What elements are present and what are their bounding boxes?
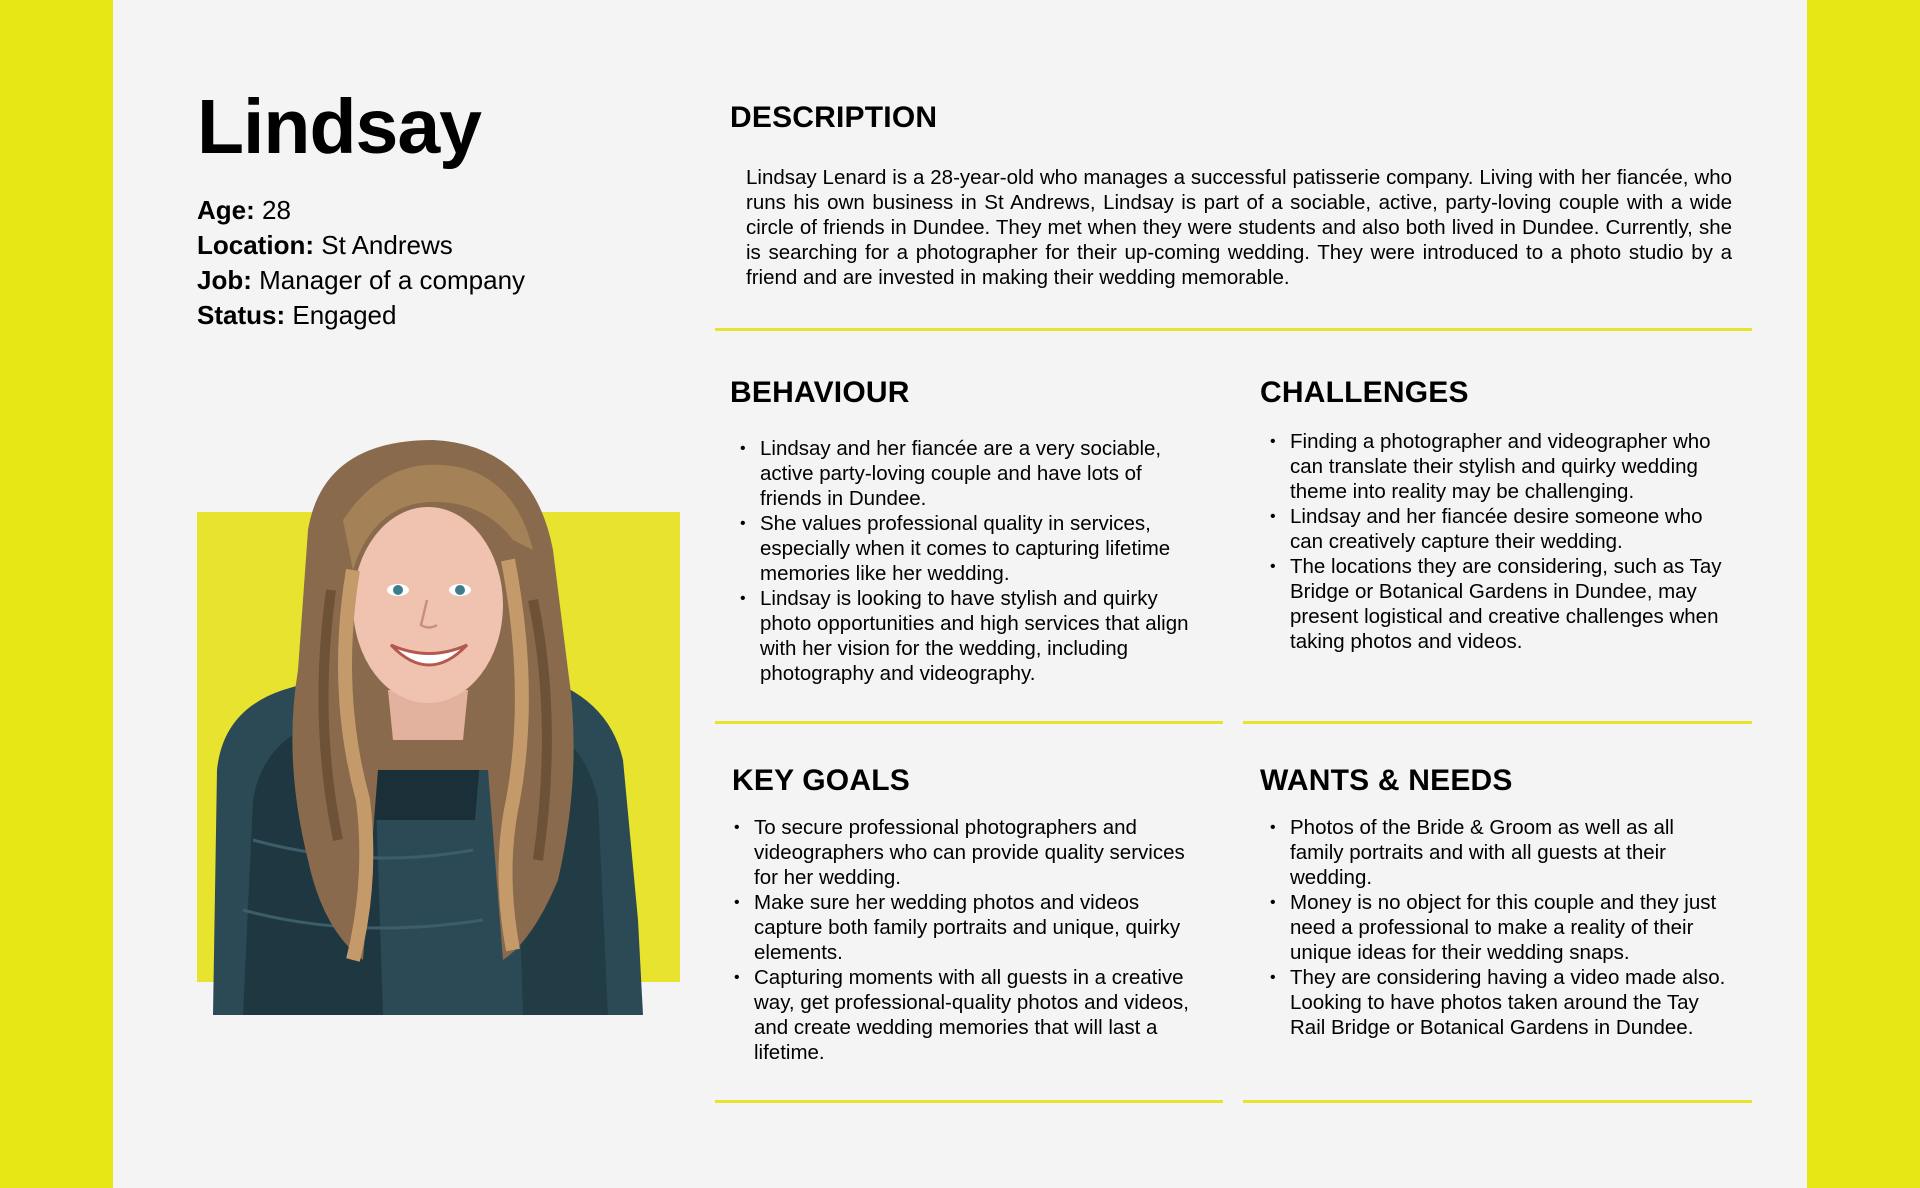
key-goals-list xyxy=(732,815,1212,1065)
persona-card xyxy=(113,0,1807,1188)
fact-job: Job: Manager of a company xyxy=(197,265,526,295)
divider-challenges xyxy=(1243,721,1752,724)
list-item: • She values professional quality in services, especially when it comes to capturing lifetime memories like her wedding. xyxy=(738,511,1208,586)
behaviour-section xyxy=(730,375,1230,695)
wants-needs-title: WANTS & NEEDS xyxy=(1260,764,1513,797)
challenges-list xyxy=(1268,429,1738,654)
description-section xyxy=(730,100,1765,289)
description-title: DESCRIPTION xyxy=(730,101,938,134)
divider-description xyxy=(715,328,1752,331)
persona-name: Lindsay xyxy=(197,84,481,170)
list-item: • Lindsay and her fiancée desire someone who can creatively capture their wedding. xyxy=(1268,504,1738,554)
behaviour-list xyxy=(738,436,1208,686)
list-item: • Make sure her wedding photos and videos capture both family portraits and unique, quirky elements. xyxy=(732,890,1212,965)
challenges-section xyxy=(1260,375,1760,695)
challenges-title: CHALLENGES xyxy=(1260,376,1469,409)
wants-needs-section xyxy=(1260,763,1760,1083)
wants-needs-list xyxy=(1268,815,1728,1040)
persona-photo xyxy=(213,440,653,1015)
list-item: • They are considering having a video made also. Looking to have photos taken around the Tay Rail Bridge or Botanical Gardens in Dundee. xyxy=(1268,965,1728,1040)
fact-age: Age: 28 xyxy=(197,195,291,225)
list-item: • Capturing moments with all guests in a creative way, get professional-quality photos and videos, and create wedding memories that will last a lifetime. xyxy=(732,965,1212,1065)
list-item: • Lindsay is looking to have stylish and quirky photo opportunities and high services that align with her vision for the wedding, including photography and videography. xyxy=(738,586,1208,686)
behaviour-title: BEHAVIOUR xyxy=(730,376,910,409)
list-item: • The locations they are considering, such as Tay Bridge or Botanical Gardens in Dundee, may present logistical and creative challenges when taking photos and videos. xyxy=(1268,554,1738,654)
list-item: • Money is no object for this couple and they just need a professional to make a reality of their unique ideas for their wedding snaps. xyxy=(1268,890,1728,965)
list-item: • Finding a photographer and videographer who can translate their stylish and quirky wedding theme into reality may be challenging. xyxy=(1268,429,1738,504)
list-item: • To secure professional photographers and videographers who can provide quality services for her wedding. xyxy=(732,815,1212,890)
divider-key-goals xyxy=(715,1100,1223,1103)
key-goals-title: KEY GOALS xyxy=(732,764,910,797)
fact-status: Status: Engaged xyxy=(197,300,397,330)
persona-facts xyxy=(197,193,525,333)
divider-behaviour xyxy=(715,721,1223,724)
list-item: • Photos of the Bride & Groom as well as all family portraits and with all guests at their wedding. xyxy=(1268,815,1728,890)
description-text: Lindsay Lenard is a 28-year-old who manages a successful patisserie company. Living with her fiancée, who runs his own business in St Andrews, Lindsay is part of a sociable, active, party-loving couple with a wide circle of friends in Dundee. They met when they were students and also both lived in Dundee. Currently, she is searching for a photographer for their up-coming wedding. They were introduced to a photo studio by a friend and are invested in making their wedding memorable. xyxy=(746,166,1732,289)
key-goals-section xyxy=(732,763,1232,1083)
list-item: • Lindsay and her fiancée are a very sociable, active party-loving couple and have lots of friends in Dundee. xyxy=(738,436,1208,511)
divider-wants-needs xyxy=(1243,1100,1752,1103)
fact-location: Location: St Andrews xyxy=(197,230,453,260)
